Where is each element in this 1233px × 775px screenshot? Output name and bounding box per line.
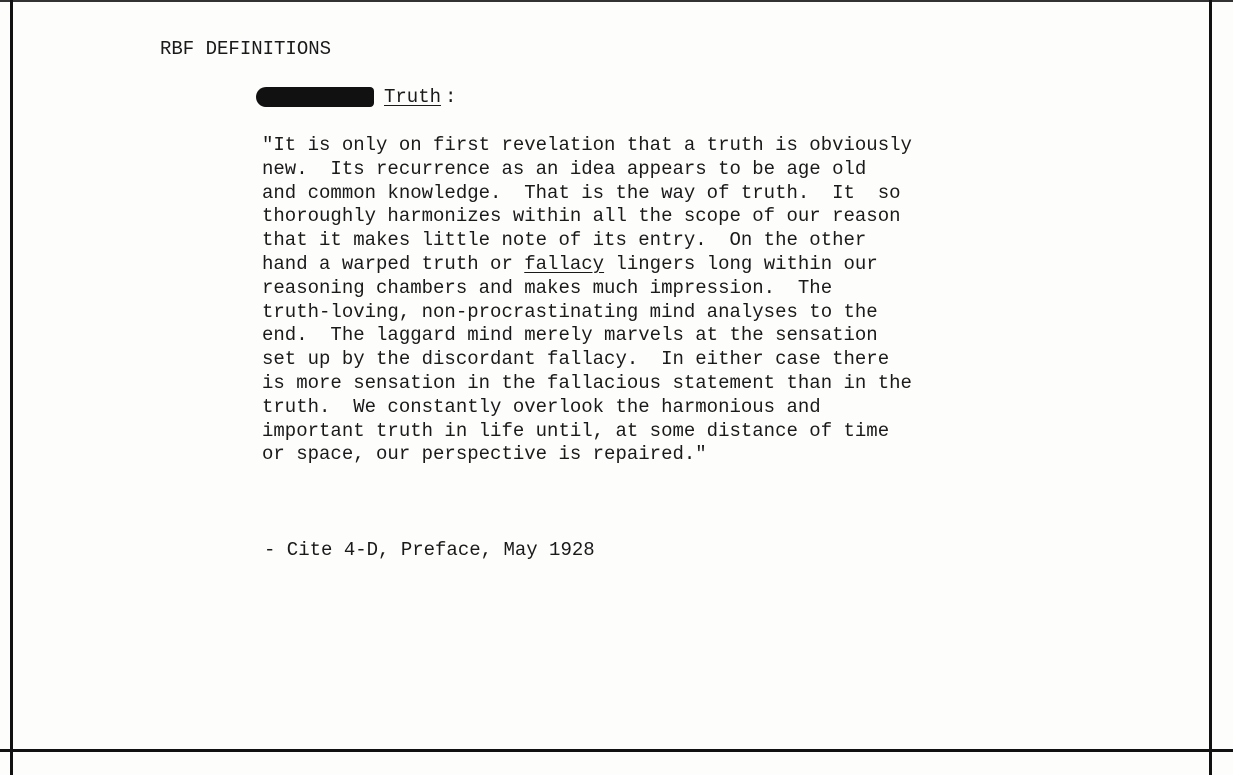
quote-line: truth. We constantly overlook the harmonious and [262, 395, 821, 418]
term-colon: : [445, 86, 457, 108]
quote-line: set up by the discordant fallacy. In either case there [262, 348, 890, 371]
card-bottom-border [0, 749, 1233, 752]
card-left-border [10, 0, 13, 775]
quote-line: "It is only on first revelation that a truth is obviously [262, 134, 912, 156]
quote-line: end. The laggard mind merely marvels at the sensation [262, 324, 878, 347]
quote-line: thoroughly harmonizes within all the scope of our reason [262, 205, 901, 228]
quote-line: important truth in life until, at some distance of time [262, 419, 890, 442]
quote-line: is more sensation in the fallacious statement than in the [262, 371, 912, 394]
quote-line: and common knowledge. That is the way of truth. It so [262, 181, 901, 204]
definition-quote [262, 134, 912, 467]
underlined-word-fallacy: fallacy [524, 252, 605, 275]
term-title: Truth [384, 86, 442, 108]
quote-line-part: lingers long within our [604, 252, 878, 275]
quote-line: or space, our perspective is repaired." [262, 443, 707, 466]
quote-line-part: hand a warped truth or [262, 252, 525, 275]
quote-line: new. Its recurrence as an idea appears to be age old [262, 157, 867, 180]
document-header: RBF DEFINITIONS [160, 38, 332, 60]
quote-line: that it makes little note of its entry. On the other [262, 229, 867, 252]
card-top-border [0, 0, 1233, 2]
citation: - Cite 4-D, Preface, May 1928 [264, 539, 595, 561]
term-line [256, 86, 456, 108]
card-right-border [1209, 0, 1212, 775]
redaction-mark [256, 87, 374, 107]
quote-line: truth-loving, non-procrastinating mind analyses to the [262, 300, 878, 323]
quote-line: reasoning chambers and makes much impression. The [262, 276, 833, 299]
